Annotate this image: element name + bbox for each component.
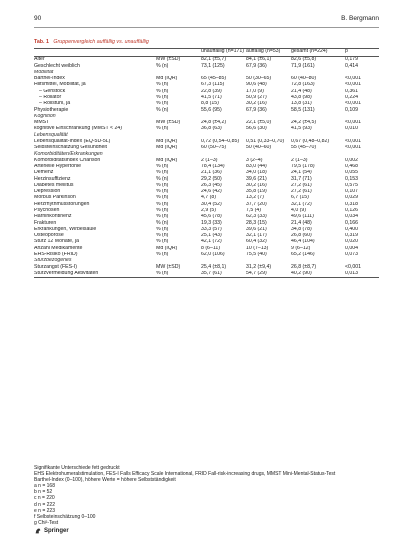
table-cell: 24,8 (±4,2) bbox=[201, 119, 227, 126]
table-cell: <0,001 bbox=[345, 82, 362, 88]
table-cell: 13,2 (7) bbox=[246, 195, 264, 201]
table-cell: 78,4 (134) bbox=[201, 163, 225, 170]
table-cell: 84,1 (±6,1) bbox=[246, 56, 272, 63]
row-label: – Gehstock bbox=[39, 88, 66, 94]
table-cell: 42,1 (72) bbox=[201, 239, 222, 245]
table-cell: 39,6 (21) bbox=[246, 176, 267, 182]
row-label: Physiotherapie bbox=[34, 107, 69, 113]
page-number: 90 bbox=[34, 15, 42, 22]
table-cell: 75,5 (40) bbox=[246, 251, 267, 257]
table-cell: 0,575 bbox=[345, 182, 358, 188]
table-cell: 50 (30–65) bbox=[246, 75, 272, 82]
row-label: Psychosen bbox=[34, 207, 60, 214]
table-cell: 67,9 (36) bbox=[246, 63, 267, 69]
table-cell: 25,1 (43) bbox=[201, 232, 222, 239]
table-cell: 30,4 (52) bbox=[201, 201, 222, 207]
table-cell: 30,2 (16) bbox=[246, 101, 267, 107]
table-cell: 0,468 bbox=[345, 163, 358, 170]
table-row bbox=[34, 57, 379, 64]
table-cell: 62,0 (106) bbox=[201, 251, 225, 257]
table-cell: % (n) bbox=[156, 82, 169, 88]
footnote-line: d n = 222 bbox=[34, 501, 55, 508]
table-header-row bbox=[34, 49, 379, 57]
running-author: B. Bergmann bbox=[341, 15, 379, 22]
row-label: Harninkontinenz bbox=[34, 214, 72, 220]
table-cell: 39,6 (21) bbox=[246, 226, 267, 232]
publisher-logo bbox=[34, 527, 69, 535]
table-cell: 62,3 (33) bbox=[246, 214, 267, 220]
header-divider bbox=[34, 27, 379, 28]
table-cell: % (n) bbox=[156, 239, 169, 245]
table-cell: 0,319 bbox=[345, 232, 358, 239]
table-cell: 67,3 (115) bbox=[201, 82, 225, 88]
table-cell: 31,7 (71) bbox=[291, 176, 312, 182]
table-row bbox=[34, 271, 379, 278]
table-cell: 27,2 (61) bbox=[291, 182, 312, 188]
table-cell: % (n) bbox=[156, 182, 169, 188]
column-header bbox=[34, 49, 156, 57]
table-title: Gruppenvergleich auffällig vs. unauffällig bbox=[53, 39, 149, 45]
table-cell: 10 (7–13) bbox=[246, 245, 269, 251]
row-label: Sturzangst (FES-I) bbox=[34, 264, 77, 270]
table-cell: 45,6 (78) bbox=[201, 214, 222, 220]
table-cell: 0,67 (0,48–0,82) bbox=[291, 138, 330, 144]
table-cell: % (n) bbox=[156, 126, 169, 132]
running-header bbox=[34, 15, 379, 25]
table-cell: % (n) bbox=[156, 94, 169, 100]
row-label: Depression bbox=[34, 189, 61, 195]
table-cell: % (n) bbox=[156, 176, 169, 182]
table-cell: 25,4 (±8,1) bbox=[201, 264, 227, 270]
row-label: Herzrhythmusstörungen bbox=[34, 201, 90, 207]
table-cell: 60,4 (32) bbox=[246, 239, 267, 245]
row-label: Selbsteinschätzung Gesundheit bbox=[34, 145, 107, 151]
table-cell: 37,7 (20) bbox=[246, 201, 267, 207]
row-label: Frakturen bbox=[34, 220, 57, 226]
table-cell: 27,2 (61) bbox=[291, 189, 312, 195]
table-cell: 30,2 (16) bbox=[246, 182, 267, 188]
table-cell: 0,126 bbox=[345, 207, 358, 214]
table-cell: 3 (2–4) bbox=[246, 157, 263, 163]
table-cell: 60 (50–75) bbox=[201, 145, 227, 151]
table-cell: 0,034 bbox=[345, 214, 358, 220]
table-cell: 2 (1–3) bbox=[201, 157, 218, 163]
footnote-line: b n = 52 bbox=[34, 489, 53, 496]
table-cell: Md (IQR) bbox=[156, 138, 178, 144]
row-label: Herzinsuffizienz bbox=[34, 176, 71, 182]
table-cell: 0,002 bbox=[345, 157, 358, 163]
table-cell: 33,3 (57) bbox=[201, 226, 222, 232]
table-cell: 83,0 (44) bbox=[246, 163, 267, 170]
table-cell: <0,001 bbox=[345, 145, 362, 151]
table-cell: % (n) bbox=[156, 107, 169, 113]
table-cell: 40,2 (90) bbox=[291, 271, 345, 278]
table-cell: 22,1 (±5,0) bbox=[246, 119, 272, 126]
table-cell: % (n) bbox=[156, 251, 169, 257]
table-cell: MW (±SD) bbox=[156, 56, 181, 63]
table-cell: 36,8 (63) bbox=[201, 126, 222, 132]
table-cell: 19,3 (33) bbox=[201, 220, 222, 226]
table-cell: 79,5 (178) bbox=[291, 163, 315, 170]
table-cell: 2,9 (5) bbox=[201, 207, 216, 214]
table-cell: 7,5 (4) bbox=[246, 207, 261, 214]
table-cell: 29,2 (50) bbox=[201, 176, 222, 182]
row-label: Morbus Parkinson bbox=[34, 195, 76, 201]
table-cell: % (n) bbox=[156, 201, 169, 207]
publisher-name: Springer bbox=[44, 528, 69, 534]
springer-horse-icon bbox=[34, 527, 42, 535]
table-cell: % (n) bbox=[156, 170, 169, 176]
table-cell: 65,2 (146) bbox=[291, 251, 315, 257]
row-label: Barthel-Index bbox=[34, 75, 65, 82]
table-cell: % (n) bbox=[156, 101, 169, 107]
table-cell: 0,073 bbox=[345, 251, 358, 257]
table-cell: % (n) bbox=[156, 63, 169, 69]
row-label: MMST bbox=[34, 119, 50, 126]
table-cell: 0,055 bbox=[345, 170, 358, 176]
table-cell: 50,9 (27) bbox=[246, 94, 267, 100]
table-cell: MW (±SD) bbox=[156, 264, 181, 270]
table-cell: 50 (40–60) bbox=[246, 145, 272, 151]
table-cell: <0,001 bbox=[345, 75, 362, 82]
table-cell: 54,7 (29) bbox=[246, 271, 291, 278]
footnote-line: a n = 168 bbox=[34, 483, 55, 490]
table-cell: 55,6 (95) bbox=[201, 107, 222, 113]
table-cell: 0,020 bbox=[345, 239, 358, 245]
table-cell: 82,6 (±5,8) bbox=[291, 56, 317, 63]
footnote-line: Barthel-Index (0–100), höhere Werte = höhere Selbstständigkeit bbox=[34, 477, 176, 484]
table-cell: 72,8 (163) bbox=[291, 82, 315, 88]
table-cell: 32,1 (17) bbox=[246, 232, 267, 239]
row-label: Sturzvermeidung Aktivitäten bbox=[34, 271, 156, 278]
table-cell: 71,9 (161) bbox=[291, 63, 315, 69]
table-cell: Md (IQR) bbox=[156, 157, 178, 163]
row-label: Arterielle Hypertonie bbox=[34, 163, 81, 170]
column-header: unauffällig (n=171) bbox=[201, 49, 246, 57]
row-label: Alter bbox=[34, 56, 45, 63]
table-cell: 55 (45–70) bbox=[291, 145, 317, 151]
table-cell: 21,4 (48) bbox=[291, 88, 312, 94]
table-caption bbox=[34, 39, 379, 45]
table-cell: % (n) bbox=[156, 220, 169, 226]
table-cell: <0,001 bbox=[345, 119, 362, 126]
row-label: Anzahl Medikamente bbox=[34, 245, 83, 251]
footnote-line: g Chi²-Test bbox=[34, 519, 59, 526]
table-cell: 35,8 (19) bbox=[246, 189, 267, 195]
footnote-line: e n = 223 bbox=[34, 507, 55, 514]
table-cell: 8,8 (15) bbox=[201, 101, 219, 107]
table-cell: 43,8 (98) bbox=[291, 94, 312, 100]
table-cell: 24,6 (42) bbox=[201, 189, 222, 195]
table-cell: Md (IQR) bbox=[156, 245, 178, 251]
table-cell: 0,51 (0,33–0,70) bbox=[246, 138, 285, 144]
table-cell: 0,414 bbox=[345, 63, 358, 69]
row-label: Diabetes mellitus bbox=[34, 182, 74, 188]
table-cell: % (n) bbox=[156, 88, 169, 94]
table-cell: 0,013 bbox=[345, 271, 379, 278]
footnote-line: f Selbsteinschätzung 0–100 bbox=[34, 513, 96, 520]
table-cell: 0,029 bbox=[345, 195, 358, 201]
table-cell: 41,5 (93) bbox=[291, 126, 312, 132]
table-cell: 31,2 (±9,4) bbox=[246, 264, 272, 270]
table-cell: % (n) bbox=[156, 271, 201, 278]
row-label: – Rollstuhl, ja bbox=[39, 101, 71, 107]
table-cell: 0,224 bbox=[345, 94, 358, 100]
row-label: Demenz bbox=[34, 170, 54, 176]
table-cell: % (n) bbox=[156, 189, 169, 195]
table-cell: 8 (6–11) bbox=[201, 245, 220, 251]
section-heading: Sturzbezogenes bbox=[34, 258, 72, 264]
row-label: – Rollator bbox=[39, 94, 62, 100]
table-cell: 0,109 bbox=[345, 107, 358, 113]
table-cell: <0,001 bbox=[345, 101, 362, 107]
table-footnotes bbox=[34, 465, 379, 526]
footnote-line: c n = 220 bbox=[34, 495, 55, 502]
table-cell: 4,7 (8) bbox=[201, 195, 216, 201]
row-label: kognitive Einschränkung (MMST < 24) bbox=[34, 126, 122, 132]
table-cell: 90,6 (48) bbox=[246, 82, 267, 88]
row-label: Hilfsmittel, Mobilität, ja bbox=[34, 82, 86, 88]
table-cell: 0,361 bbox=[345, 88, 358, 94]
row-label: Lebensqualität-Index (EQ-5D-5L) bbox=[34, 138, 111, 144]
footnote-line: Signifikante Unterschiede fett gedruckt bbox=[34, 465, 120, 471]
table-cell: 58,5 (131) bbox=[291, 107, 315, 113]
table-cell: 28,3 (15) bbox=[246, 220, 267, 226]
row-label: Geschlecht weiblich bbox=[34, 63, 80, 69]
table-cell: % (n) bbox=[156, 226, 169, 232]
table-cell: 0,153 bbox=[345, 176, 358, 182]
table-cell: % (n) bbox=[156, 232, 169, 239]
table-cell: 60 (40–80) bbox=[291, 75, 317, 82]
table-cell: 73,1 (125) bbox=[201, 63, 225, 69]
column-header bbox=[156, 49, 201, 57]
row-label: Osteoporose bbox=[34, 232, 64, 239]
table-cell: 24,1 (54) bbox=[291, 170, 312, 176]
table-cell: 35,7 (61) bbox=[201, 271, 246, 278]
section-heading: Kognition bbox=[34, 113, 56, 119]
table-cell: 46,4 (104) bbox=[291, 239, 315, 245]
section-heading: Lebensqualität bbox=[34, 132, 68, 138]
table-cell: Md (IQR) bbox=[156, 75, 178, 82]
table-cell: 65 (45–85) bbox=[201, 75, 227, 82]
table-cell: % (n) bbox=[156, 163, 169, 170]
table-cell: 0,400 bbox=[345, 226, 358, 232]
table-cell: <0,001 bbox=[345, 138, 362, 144]
table-cell: 41,5 (71) bbox=[201, 94, 222, 100]
table-cell: 0,318 bbox=[345, 201, 358, 207]
table-cell: 56,6 (30) bbox=[246, 126, 267, 132]
table-cell: 49,6 (111) bbox=[291, 214, 314, 220]
row-label: EHS-Risiko (FRID) bbox=[34, 251, 78, 257]
table-cell: <0,001 bbox=[345, 264, 362, 270]
table-cell: 0,107 bbox=[345, 189, 358, 195]
table-cell: 82,1 (±5,7) bbox=[201, 56, 227, 63]
table-cell: 0,72 (0,54–0,85) bbox=[201, 138, 240, 144]
row-label: Sturz 12 Monate, ja bbox=[34, 239, 79, 245]
table-cell: 21,4 (48) bbox=[291, 220, 312, 226]
table-cell: 67,9 (36) bbox=[246, 107, 267, 113]
table-cell: 24,2 (±4,5) bbox=[291, 119, 317, 126]
table-cell: 21,1 (36) bbox=[201, 170, 222, 176]
table-cell: 0,166 bbox=[345, 220, 358, 226]
table-cell: 0,010 bbox=[345, 126, 358, 132]
table-cell: 32,1 (72) bbox=[291, 201, 312, 207]
table-cell: MW (±SD) bbox=[156, 119, 181, 126]
table-cell: 34,0 (18) bbox=[246, 170, 267, 176]
column-header: gesamt (n=224) bbox=[291, 49, 345, 57]
table-body bbox=[34, 57, 379, 278]
table-cell: 26,3 (45) bbox=[201, 182, 222, 188]
table-cell: 9 (6–12) bbox=[291, 245, 311, 251]
row-label: Komorbiditätsindex Charlson bbox=[34, 157, 101, 163]
table-cell: Md (IQR) bbox=[156, 145, 178, 151]
table-cell: 13,8 (31) bbox=[291, 101, 312, 107]
table-cell: 22,8 (39) bbox=[201, 88, 222, 94]
row-label: Erkrankungen, Wirbelsäule bbox=[34, 226, 97, 232]
table-cell: % (n) bbox=[156, 214, 169, 220]
table-cell: 0,004 bbox=[345, 245, 358, 251]
table-cell: 17,0 (9) bbox=[246, 88, 264, 94]
table-label: Tab. 1 bbox=[34, 39, 49, 45]
table-cell: % (n) bbox=[156, 195, 169, 201]
table-cell: 26,8 (60) bbox=[291, 232, 312, 239]
results-table bbox=[34, 48, 379, 278]
section-heading: Komorbiditäten/Erkrankungen bbox=[34, 151, 103, 157]
section-heading: Mobilität bbox=[34, 69, 54, 75]
table-cell: 0,179 bbox=[345, 56, 358, 63]
table-cell: 6,7 (15) bbox=[291, 195, 309, 201]
table-cell: 26,8 (±8,7) bbox=[291, 264, 317, 270]
table-cell: % (n) bbox=[156, 207, 169, 214]
table-cell: 34,8 (78) bbox=[291, 226, 312, 232]
table-cell: 2 (1–3) bbox=[291, 157, 308, 163]
column-header: p bbox=[345, 49, 379, 57]
table-cell: 4,0 (9) bbox=[291, 207, 306, 214]
footnote-line: EHS Elektrohumeralstimulation, FES-I Falls Efficacy Scale International, FRID Fall-risk-increasing drugs, MMST Mini-Mental-Status-Test bbox=[34, 471, 336, 478]
column-header: auffällig (n=53) bbox=[246, 49, 291, 57]
